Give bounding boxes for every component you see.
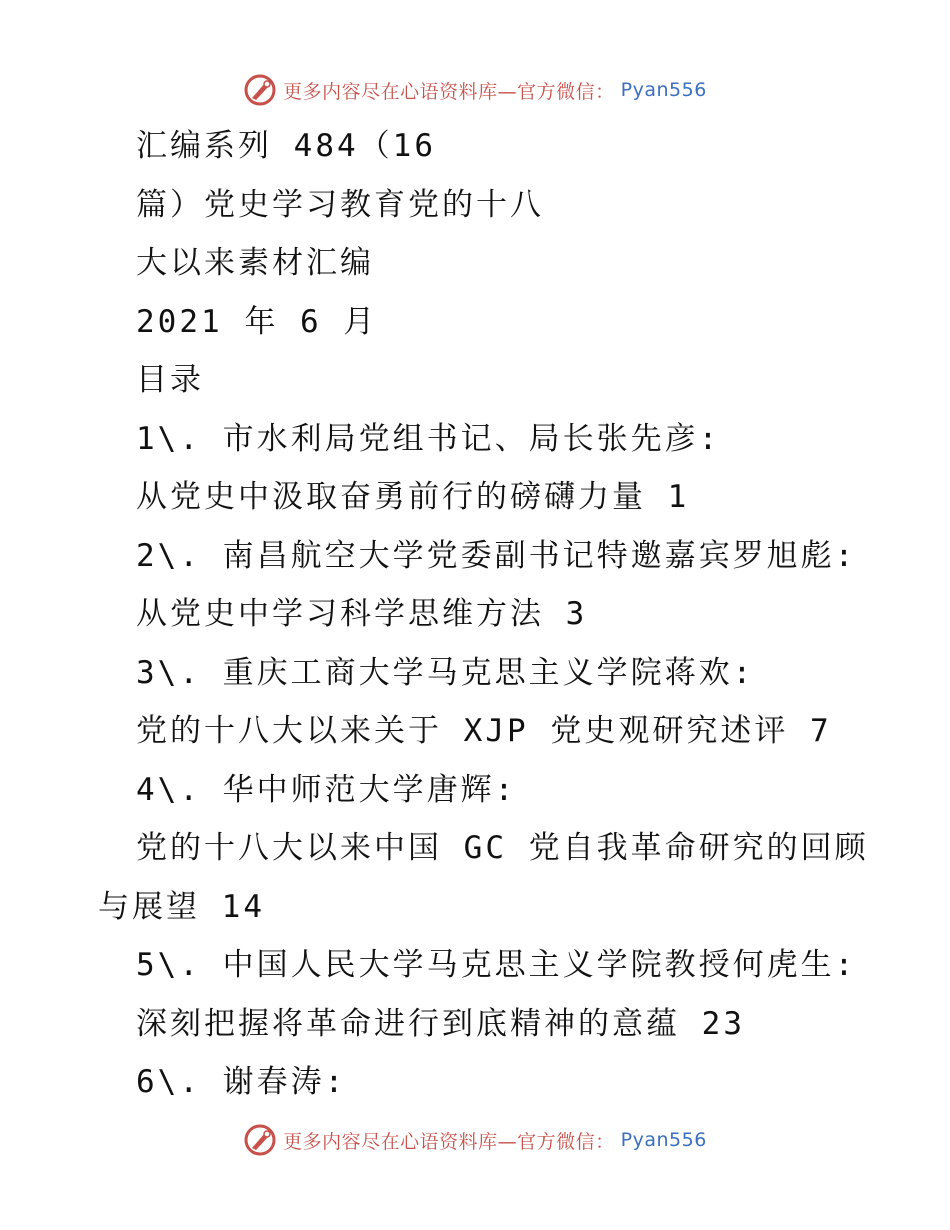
watermark-text: 更多内容尽在心语资料库—官方微信： [283, 80, 615, 103]
footer-watermark [0, 1120, 950, 1160]
watermark-brand: Pyan556 [620, 79, 707, 101]
header-watermark [0, 70, 950, 110]
toc-line: 党的十八大以来关于 XJP 党史观研究述评 7 [136, 713, 832, 749]
toc-line: 与展望 14 [98, 889, 265, 925]
toc-line: 3\. 重庆工商大学马克思主义学院蒋欢: [136, 655, 755, 691]
toc-line: 党的十八大以来中国 GC 党自我革命研究的回顾 [136, 830, 869, 866]
toc-line: 深刻把握将革命进行到底精神的意蕴 23 [136, 1006, 745, 1042]
toc-line: 2\. 南昌航空大学党委副书记特邀嘉宾罗旭彪: [136, 538, 857, 574]
toc-line: 从党史中学习科学思维方法 3 [136, 596, 588, 632]
watermark-text: 更多内容尽在心语资料库—官方微信： [283, 1130, 615, 1153]
toc-line: 从党史中汲取奋勇前行的磅礴力量 1 [136, 479, 690, 515]
pen-seal-icon [243, 1123, 277, 1157]
title-line-3: 大以来素材汇编 [136, 245, 374, 281]
title-line-1: 汇编系列 484（16 [136, 128, 436, 164]
toc-line: 6\. 谢春涛: [136, 1064, 347, 1100]
pen-seal-icon [243, 73, 277, 107]
toc-heading: 目录 [136, 362, 204, 398]
toc-line: 5\. 中国人民大学马克思主义学院教授何虎生: [136, 947, 857, 983]
watermark-brand: Pyan556 [620, 1129, 707, 1151]
toc-line: 4\. 华中师范大学唐辉: [136, 772, 517, 808]
toc-line: 1\. 市水利局党组书记、局长张先彦: [136, 421, 721, 457]
document-date: 2021 年 6 月 [136, 304, 378, 340]
title-line-2: 篇）党史学习教育党的十八 [136, 187, 544, 223]
